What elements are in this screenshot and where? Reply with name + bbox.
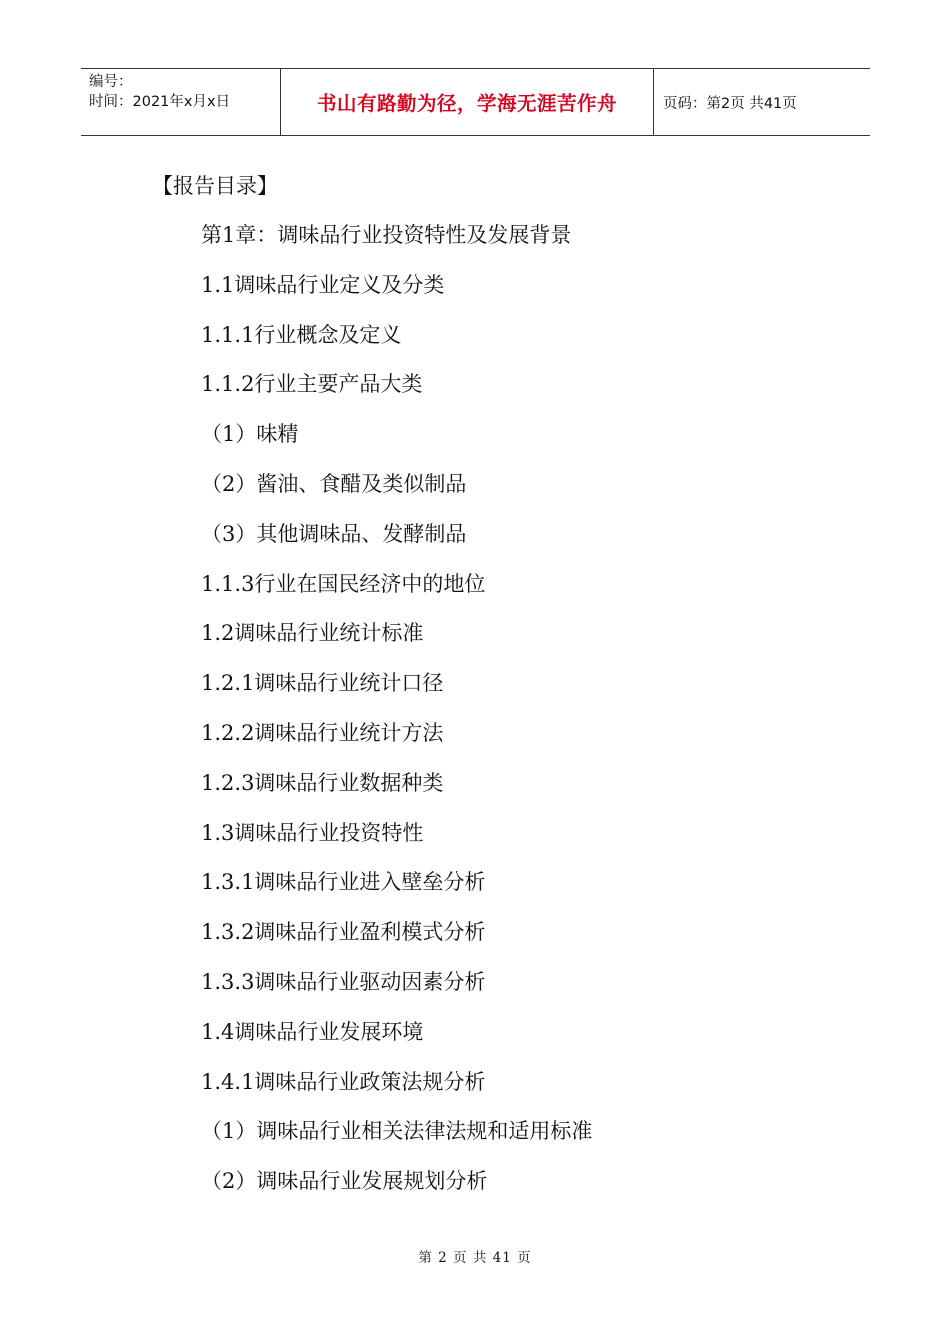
page-footer: 第 2 页 共 41 页	[418, 1250, 532, 1266]
toc-item: （1）调味品行业相关法律法规和适用标准	[201, 1119, 593, 1144]
toc-item: （2）调味品行业发展规划分析	[201, 1169, 488, 1194]
toc-item: 1.4.1调味品行业政策法规分析	[201, 1069, 486, 1094]
toc-item: 1.1.3行业在国民经济中的地位	[201, 571, 486, 596]
header-time-label: 时间：2021年x月x日	[89, 94, 231, 110]
toc-item: 1.3调味品行业投资特性	[201, 820, 424, 845]
toc-item: 1.1.2行业主要产品大类	[201, 372, 423, 397]
toc-title: 【报告目录】	[152, 174, 278, 198]
toc-item: 1.1调味品行业定义及分类	[201, 272, 445, 297]
toc-item: 1.2.2调味品行业统计方法	[201, 721, 444, 745]
toc-item: 第1章：调味品行业投资特性及发展背景	[201, 223, 572, 247]
header-number-label: 编号：	[89, 74, 133, 90]
toc-item: 1.3.3调味品行业驱动因素分析	[201, 970, 486, 994]
toc-item: （2）酱油、食醋及类似制品	[201, 472, 467, 496]
header-meta-cell	[81, 69, 281, 135]
toc-item: 1.3.1调味品行业进入壁垒分析	[201, 870, 486, 895]
toc-item: 1.3.2调味品行业盈利模式分析	[201, 920, 486, 945]
toc-item: 1.1.1行业概念及定义	[201, 322, 402, 347]
header-motto: 书山有路勤为径，学海无涯苦作舟	[316, 92, 617, 115]
document-header	[81, 68, 870, 136]
header-motto-cell	[281, 69, 654, 135]
toc-item: 1.2调味品行业统计标准	[201, 621, 424, 646]
toc-item: 1.2.1调味品行业统计口径	[201, 671, 444, 696]
header-page-cell	[654, 69, 870, 135]
toc-item: 1.2.3调味品行业数据种类	[201, 770, 444, 795]
toc-item: （1）味精	[201, 422, 299, 447]
toc-item: 1.4调味品行业发展环境	[201, 1019, 424, 1044]
header-page-info: 页码：第2页 共41页	[663, 95, 797, 112]
toc-item: （3）其他调味品、发酵制品	[201, 521, 467, 546]
